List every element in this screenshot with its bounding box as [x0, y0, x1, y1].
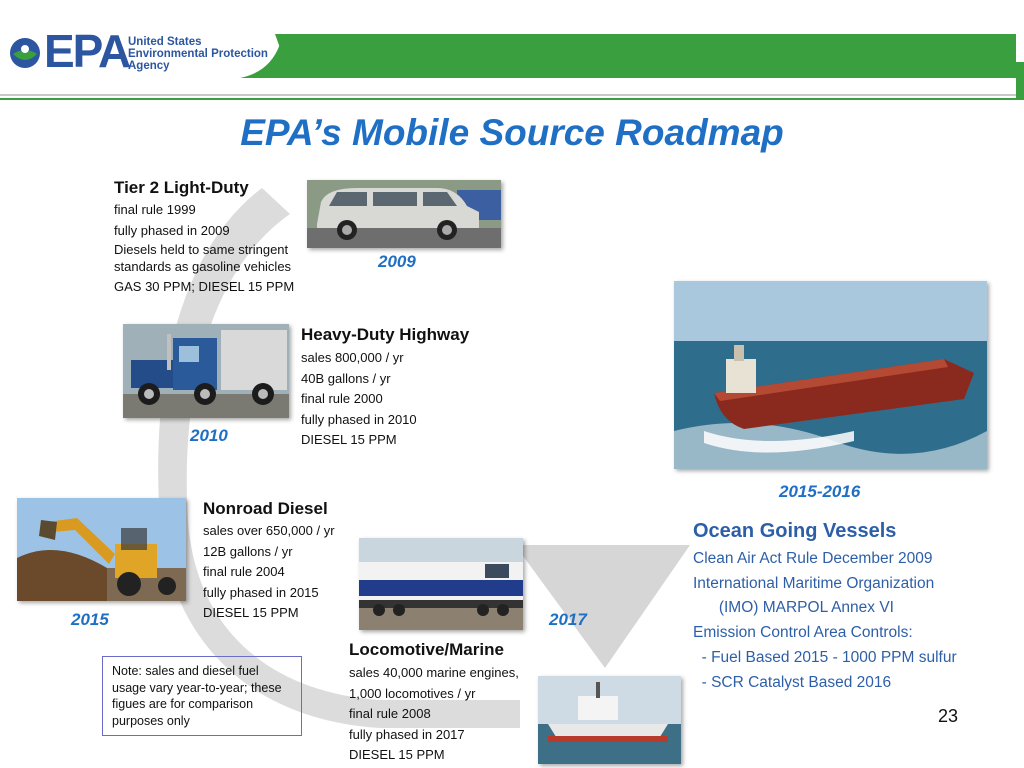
tier2-line-1: final rule 1999: [114, 202, 196, 217]
year-2015: 2015: [71, 610, 109, 629]
ocean-line-3: (IMO) MARPOL Annex VI: [693, 599, 894, 617]
tier2-line-5: GAS 30 PPM; DIESEL 15 PPM: [114, 279, 295, 294]
heavy-line-2: 40B gallons / yr: [301, 370, 391, 386]
heavy-line-4: fully phased in 2010: [301, 411, 417, 427]
note-box: Note: sales and diesel fuel usage vary year-to-year; these figues are for comparison purposes only: [102, 656, 302, 736]
ocean-line-5: - Fuel Based 2015 - 1000 PPM sulfur: [693, 648, 957, 666]
heavy-line-1: sales 800,000 / yr: [301, 350, 404, 365]
loco-line-4: fully phased in 2017: [349, 726, 465, 742]
org-line-1: United States: [128, 36, 202, 48]
backhoe-photo: [17, 498, 186, 601]
year-2009: 2009: [378, 252, 416, 271]
tier2-title: Tier 2 Light-Duty: [114, 178, 249, 197]
ocean-details: [693, 547, 957, 695]
tier2-line-2: fully phased in 2009: [114, 222, 230, 238]
ocean-title: Ocean Going Vessels: [693, 520, 897, 542]
tugboat-photo: [538, 676, 681, 764]
page-number: 23: [938, 706, 959, 726]
tanker-ship-photo: [674, 281, 987, 469]
ocean-line-1: Clean Air Act Rule December 2009: [693, 550, 933, 567]
heavy-details: [301, 348, 417, 451]
tier2-line-4: standards as gasoline vehicles: [114, 259, 292, 274]
loco-line-1: sales 40,000 marine engines,: [349, 665, 519, 680]
ocean-line-2: International Maritime Organization: [693, 574, 935, 592]
loco-line-2: 1,000 locomotives / yr: [349, 685, 476, 701]
loco-title: Locomotive/Marine: [349, 640, 504, 659]
slide-title: EPA’s Mobile Source Roadmap: [240, 112, 784, 153]
loco-details: [349, 663, 519, 766]
nonroad-details: [203, 521, 335, 624]
loco-line-3: final rule 2008: [349, 706, 431, 721]
locomotive-photo: [359, 538, 523, 630]
org-line-3: Agency: [128, 60, 170, 72]
year-2010: 2010: [190, 426, 228, 445]
nonroad-title: Nonroad Diesel: [203, 499, 328, 518]
loco-line-5: DIESEL 15 PPM: [349, 747, 445, 762]
epa-logo-letters: EPA: [44, 25, 130, 77]
nonroad-line-2: 12B gallons / yr: [203, 543, 293, 559]
tier2-line-3: Diesels held to same stringent: [114, 242, 289, 257]
org-line-2: Environmental Protection: [128, 48, 268, 60]
nonroad-line-4: fully phased in 2015: [203, 584, 319, 600]
truck-photo: [123, 324, 289, 418]
ocean-line-4: Emission Control Area Controls:: [693, 624, 913, 642]
heavy-title: Heavy-Duty Highway: [301, 325, 470, 344]
nonroad-line-5: DIESEL 15 PPM: [203, 605, 299, 620]
heavy-line-5: DIESEL 15 PPM: [301, 432, 397, 447]
nonroad-line-1: sales over 650,000 / yr: [203, 523, 335, 538]
ocean-line-6: - SCR Catalyst Based 2016: [693, 673, 892, 691]
tier2-details: [114, 200, 294, 298]
nonroad-line-3: final rule 2004: [203, 564, 285, 579]
year-2015-2016: 2015-2016: [779, 482, 861, 501]
heavy-line-3: final rule 2000: [301, 391, 383, 406]
year-2017: 2017: [549, 610, 587, 629]
minivan-photo: [307, 180, 501, 248]
